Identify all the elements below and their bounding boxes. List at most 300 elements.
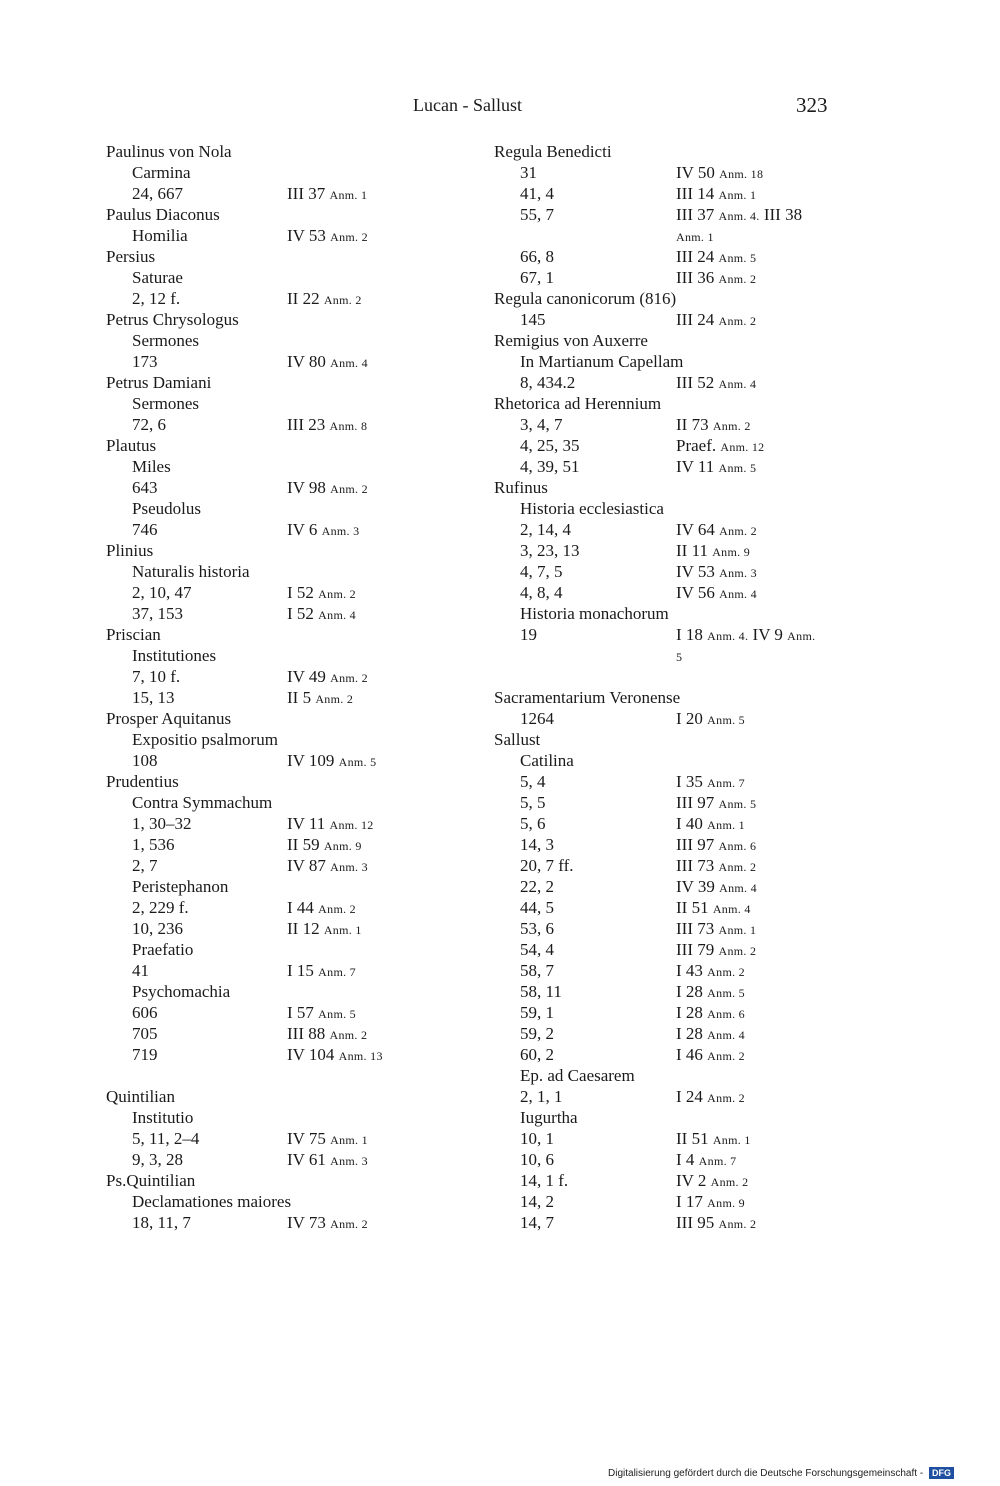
annotation-note: Anm. 4 (712, 902, 751, 916)
volume-page: III 79 (676, 940, 715, 959)
page-reference (676, 1023, 745, 1046)
page-reference (287, 666, 368, 689)
index-locus-row (494, 939, 839, 960)
page-reference (287, 834, 362, 857)
volume-page: IV 11 (676, 457, 715, 476)
locus: 7, 10 f. (132, 667, 181, 686)
annotation-note: Anm. 2 (710, 1175, 749, 1189)
index-locus-row (494, 204, 839, 225)
volume-page: I 28 (676, 1024, 703, 1043)
index-locus-row (494, 540, 839, 561)
index-locus-row (106, 582, 436, 603)
annotation-note: Anm. 3 (321, 524, 360, 538)
index-locus-row (106, 918, 436, 939)
annotation-note: Anm. 18 (719, 167, 764, 181)
page-reference (287, 918, 362, 941)
annotation-note: Anm. 2 (315, 692, 354, 706)
page-reference (676, 1212, 756, 1235)
index-work-row (494, 1065, 839, 1086)
index-locus-row (106, 834, 436, 855)
annotation-note: Anm. 2 (707, 965, 745, 979)
index-work-row (106, 393, 436, 414)
locus: 1264 (520, 709, 554, 728)
volume-page: IV 104 (287, 1045, 335, 1064)
volume-page: IV 56 (676, 583, 715, 602)
locus: 5, 11, 2–4 (132, 1129, 200, 1148)
page-reference (676, 267, 756, 290)
page-reference (676, 897, 751, 920)
page-reference (287, 813, 374, 836)
index-locus-row (106, 1149, 436, 1170)
index-locus-row (494, 456, 839, 477)
index-author-row (494, 330, 839, 351)
index-author-row (106, 372, 436, 393)
locus: 5, 5 (520, 793, 546, 812)
index-locus-row (494, 1191, 839, 1212)
index-author-row (106, 708, 436, 729)
work-title: Psychomachia (132, 982, 231, 1001)
annotation-note: Anm. 5 (338, 755, 377, 769)
locus: 59, 1 (520, 1003, 554, 1022)
locus: 5, 4 (520, 772, 546, 791)
locus: 14, 2 (520, 1192, 554, 1211)
page-reference (676, 435, 764, 458)
work-title: Ep. ad Caesarem (520, 1066, 635, 1085)
annotation-note: Anm. 3 (330, 1154, 368, 1168)
volume-page: III 52 (676, 373, 715, 392)
author-name: Paulinus von Nola (106, 142, 232, 161)
locus: 643 (132, 478, 158, 497)
locus: 2, 7 (132, 856, 158, 875)
work-title: Carmina (132, 163, 191, 182)
index-locus-row (494, 561, 839, 582)
index-locus-row (494, 813, 839, 834)
annotation-note: Anm. 12 (720, 440, 765, 454)
author-name: Plinius (106, 541, 154, 560)
page-reference (676, 582, 757, 605)
locus: 2, 14, 4 (520, 520, 571, 539)
volume-page: III 88 (287, 1024, 326, 1043)
volume-page: IV 64 (676, 520, 715, 539)
locus: 2, 1, 1 (520, 1087, 563, 1106)
index-work-row (494, 351, 839, 372)
index-author-row (106, 141, 436, 162)
page-reference (287, 897, 356, 920)
footer-text: Digitalisierung gefördert durch die Deutsche Forschungsgemeinschaft - (608, 1468, 924, 1479)
volume-page: III 24 (676, 310, 715, 329)
blank-row (106, 1065, 436, 1086)
annotation-note: Anm. 2 (718, 272, 757, 286)
work-title: Praefatio (132, 940, 194, 959)
page-reference (676, 1191, 745, 1214)
page-reference (676, 204, 802, 227)
annotation-note: Anm. 9 (712, 545, 751, 559)
locus: 20, 7 ff. (520, 856, 574, 875)
volume-page: III 73 (676, 919, 715, 938)
index-locus-row (494, 225, 839, 246)
index-locus-row (494, 708, 839, 729)
annotation-note: Anm. 1 (718, 923, 757, 937)
index-locus-row (494, 792, 839, 813)
index-author-row (494, 288, 839, 309)
locus: 67, 1 (520, 268, 554, 287)
annotation-note: Anm. 5 (707, 986, 745, 1000)
annotation-note: Anm. 13 (338, 1049, 383, 1063)
annotation-note: Anm. 1 (718, 188, 757, 202)
annotation-note: Anm. 5 (318, 1007, 356, 1021)
locus: 10, 236 (132, 919, 183, 938)
locus: 58, 11 (520, 982, 562, 1001)
page-reference (287, 519, 359, 542)
index-column-left (106, 141, 436, 1233)
locus: 14, 7 (520, 1213, 554, 1232)
volume-page: I 57 (287, 1003, 314, 1022)
author-name: Petrus Chrysologus (106, 310, 239, 329)
volume-page: I 35 (676, 772, 703, 791)
locus: 54, 4 (520, 940, 554, 959)
volume-page: I 20 (676, 709, 703, 728)
volume-page: III 24 (676, 247, 715, 266)
annotation-note: Anm. 1 (323, 923, 362, 937)
index-locus-row (494, 1128, 839, 1149)
index-locus-row (494, 834, 839, 855)
annotation-note: Anm. 2 (718, 860, 757, 874)
locus: 15, 13 (132, 688, 175, 707)
index-locus-row (494, 876, 839, 897)
annotation-note: Anm. 1 (707, 818, 745, 832)
author-name: Plautus (106, 436, 157, 455)
annotation-note: Anm. 7 (707, 776, 745, 790)
annotation-note: Anm. 1 (329, 188, 368, 202)
annotation-note: Anm. 2 (718, 1217, 757, 1231)
page-reference (676, 1149, 736, 1172)
annotation-note: Anm. 9 (323, 839, 362, 853)
annotation-note: Anm. 2 (330, 482, 368, 496)
index-locus-row (106, 960, 436, 981)
index-work-row (106, 225, 436, 246)
index-locus-row (106, 855, 436, 876)
annotation-note: Anm. 7 (318, 965, 356, 979)
index-locus-row (494, 1212, 839, 1233)
index-author-row (106, 1086, 436, 1107)
index-locus-row (494, 309, 839, 330)
annotation-note: Anm. 2 (329, 1028, 368, 1042)
volume-page: II 11 (676, 541, 708, 560)
page-reference (287, 960, 356, 983)
annotation-note: Anm. 4 (719, 881, 757, 895)
volume-page: II 59 (287, 835, 320, 854)
locus: 24, 667 (132, 184, 183, 203)
annotation-note: Anm. 2 (330, 1217, 368, 1231)
index-work-row (106, 498, 436, 519)
index-author-row (106, 204, 436, 225)
index-author-row (494, 141, 839, 162)
annotation-note: Anm. 2 (712, 419, 751, 433)
page-reference (287, 1149, 368, 1172)
volume-page: IV 61 (287, 1150, 326, 1169)
work-title: Peristephanon (132, 877, 229, 896)
index-locus-row (106, 750, 436, 771)
page-reference (287, 1002, 356, 1025)
volume-page: I 17 (676, 1192, 703, 1211)
locus: 10, 6 (520, 1150, 554, 1169)
volume-page: IV 80 (287, 352, 326, 371)
locus: 66, 8 (520, 247, 554, 266)
page-reference (676, 414, 751, 437)
locus: 2, 229 f. (132, 898, 189, 917)
index-work-row (106, 1191, 436, 1212)
work-title: Institutio (132, 1108, 194, 1127)
index-work-row (106, 162, 436, 183)
page-reference (676, 162, 763, 185)
index-locus-row (494, 855, 839, 876)
annotation-note: Anm. 2 (718, 944, 757, 958)
locus: 2, 12 f. (132, 289, 181, 308)
index-author-row (106, 435, 436, 456)
index-author-row (494, 687, 839, 708)
author-name: Petrus Damiani (106, 373, 212, 392)
index-locus-row (494, 1086, 839, 1107)
index-locus-row (494, 519, 839, 540)
locus: 22, 2 (520, 877, 554, 896)
work-title: Declamationes maiores (132, 1192, 292, 1211)
page-reference (676, 960, 745, 983)
annotation-note: Anm. 9 (707, 1196, 745, 1210)
volume-page: I 24 (676, 1087, 703, 1106)
locus: 44, 5 (520, 898, 554, 917)
page-reference (287, 477, 368, 500)
annotation-note: Anm. 5 (718, 461, 757, 475)
index-author-row (494, 477, 839, 498)
volume-page: IV 53 (287, 226, 326, 245)
index-locus-row (106, 351, 436, 372)
volume-page: IV 98 (287, 478, 326, 497)
page-reference (287, 687, 353, 710)
index-work-row (106, 981, 436, 1002)
page-reference (676, 519, 757, 542)
index-locus-row (494, 372, 839, 393)
locus: 705 (132, 1024, 158, 1043)
locus: 5, 6 (520, 814, 546, 833)
locus: 2, 10, 47 (132, 583, 192, 602)
index-locus-row (106, 603, 436, 624)
index-locus-row (106, 666, 436, 687)
index-locus-row (494, 267, 839, 288)
page-reference (287, 1023, 367, 1046)
locus: 746 (132, 520, 158, 539)
index-locus-row (494, 1170, 839, 1191)
volume-page: II 51 (676, 1129, 709, 1148)
locus: 1, 30–32 (132, 814, 192, 833)
volume-page: III 36 (676, 268, 715, 287)
index-author-row (494, 393, 839, 414)
annotation-note: Anm. 2 (718, 314, 757, 328)
locus: 3, 23, 13 (520, 541, 580, 560)
page-reference (287, 603, 356, 626)
index-locus-row (106, 1044, 436, 1065)
volume-page: IV 87 (287, 856, 326, 875)
annotation-note: Anm. 4 (330, 356, 368, 370)
index-locus-row (494, 960, 839, 981)
annotation-note: Anm. 5 (707, 713, 745, 727)
annotation-note: Anm. 8 (329, 419, 368, 433)
index-column-right (494, 141, 839, 1233)
locus: 145 (520, 310, 546, 329)
locus: 606 (132, 1003, 158, 1022)
page-reference (676, 246, 756, 269)
page-reference (676, 1002, 745, 1025)
volume-page: IV 75 (287, 1129, 326, 1148)
page-reference (676, 624, 815, 647)
annotation-note: Anm. 2 (330, 671, 368, 685)
work-title: Catilina (520, 751, 574, 770)
index-work-row (106, 792, 436, 813)
index-locus-row (494, 1044, 839, 1065)
index-author-row (106, 771, 436, 792)
volume-page: III 37 (287, 184, 326, 203)
work-title: Naturalis historia (132, 562, 250, 581)
annotation-note: Anm. 1 (330, 1133, 368, 1147)
work-title: Iugurtha (520, 1108, 578, 1127)
annotation-note: 5 (676, 650, 683, 664)
volume-page: IV 49 (287, 667, 326, 686)
index-locus-row (494, 645, 839, 666)
author-name: Priscian (106, 625, 161, 644)
volume-page: II 51 (676, 898, 709, 917)
index-work-row (106, 729, 436, 750)
annotation-note: Anm. 2 (707, 1091, 745, 1105)
index-work-row (106, 1107, 436, 1128)
index-work-row (106, 330, 436, 351)
annotation-note: Anm. 4 (718, 377, 757, 391)
locus: 9, 3, 28 (132, 1150, 183, 1169)
locus: 55, 7 (520, 205, 554, 224)
index-locus-row (494, 435, 839, 456)
locus: 19 (520, 625, 537, 644)
index-locus-row (494, 1002, 839, 1023)
page-reference (287, 225, 368, 248)
dfg-logo: DFG (929, 1467, 954, 1479)
index-locus-row (106, 288, 436, 309)
page-reference (676, 855, 756, 878)
index-work-row (494, 750, 839, 771)
volume-page: I 52 (287, 604, 314, 623)
locus: 14, 1 f. (520, 1171, 569, 1190)
index-work-row (494, 603, 839, 624)
page-reference (287, 288, 362, 311)
page-reference (287, 1044, 383, 1067)
annotation-note: Anm. 5 (718, 251, 757, 265)
annotation-note: Anm. 2 (318, 587, 356, 601)
page-reference (676, 309, 756, 332)
annotation-note: Anm. 1 (676, 230, 714, 244)
author-name: Rufinus (494, 478, 548, 497)
author-name: Quintilian (106, 1087, 175, 1106)
author-name: Paulus Diaconus (106, 205, 220, 224)
annotation-note: Anm. 6 (707, 1007, 745, 1021)
volume-page: II 73 (676, 415, 709, 434)
volume-page: II 12 (287, 919, 320, 938)
index-work-row (106, 876, 436, 897)
volume-page: I 44 (287, 898, 314, 917)
annotation-note: Anm. 6 (718, 839, 757, 853)
author-name: Regula Benedicti (494, 142, 612, 161)
author-name: Prosper Aquitanus (106, 709, 232, 728)
work-title: Sermones (132, 394, 200, 413)
author-name: Remigius von Auxerre (494, 331, 648, 350)
annotation-note: Anm. 5 (718, 797, 757, 811)
index-locus-row (494, 1149, 839, 1170)
locus: 108 (132, 751, 158, 770)
annotation-note: Anm. 1 (712, 1133, 751, 1147)
volume-page: II 5 (287, 688, 312, 707)
annotation-note: Anm. 4. (707, 629, 749, 643)
locus: 72, 6 (132, 415, 166, 434)
locus: 10, 1 (520, 1129, 554, 1148)
volume-page: I 40 (676, 814, 703, 833)
page-reference (676, 645, 682, 668)
locus: 4, 7, 5 (520, 562, 563, 581)
author-name: Sacramentarium Veronense (494, 688, 681, 707)
annotation-note: Anm. 4 (719, 587, 757, 601)
volume-page: Praef. (676, 436, 717, 455)
volume-page: I 43 (676, 961, 703, 980)
index-locus-row (494, 624, 839, 645)
annotation-note: Anm. 2 (330, 230, 368, 244)
page-reference (676, 1170, 748, 1193)
work-title: Historia ecclesiastica (520, 499, 664, 518)
locus: 4, 25, 35 (520, 436, 580, 455)
author-name: Prudentius (106, 772, 179, 791)
volume-page: IV 39 (676, 877, 715, 896)
index-locus-row (494, 981, 839, 1002)
volume-page: IV 2 (676, 1171, 707, 1190)
volume-page: III 97 (676, 793, 715, 812)
page-reference (676, 771, 745, 794)
annotation-note: Anm. 4 (318, 608, 356, 622)
annotation-note: Anm. 3 (330, 860, 368, 874)
index-locus-row (494, 246, 839, 267)
volume-page: III 14 (676, 184, 715, 203)
page-reference (676, 1086, 745, 1109)
annotation-note: Anm. 7 (698, 1154, 737, 1168)
index-work-row (494, 1107, 839, 1128)
index-locus-row (106, 183, 436, 204)
page-reference (676, 456, 756, 479)
locus: 41 (132, 961, 149, 980)
work-title: Expositio psalmorum (132, 730, 278, 749)
index-work-row (106, 561, 436, 582)
index-author-row (106, 246, 436, 267)
index-locus-row (106, 1002, 436, 1023)
volume-page: III 95 (676, 1213, 715, 1232)
footer-credit (608, 1466, 954, 1482)
locus: 173 (132, 352, 158, 371)
blank-row (494, 666, 839, 687)
index-work-row (494, 498, 839, 519)
volume-page: III 73 (676, 856, 715, 875)
author-name: Sallust (494, 730, 541, 749)
page-reference (287, 750, 376, 773)
volume-page: IV 50 (676, 163, 715, 182)
index-locus-row (494, 183, 839, 204)
locus: 59, 2 (520, 1024, 554, 1043)
volume-page: IV 73 (287, 1213, 326, 1232)
index-locus-row (106, 813, 436, 834)
work-title: Contra Symmachum (132, 793, 273, 812)
index-author-row (106, 540, 436, 561)
locus: 58, 7 (520, 961, 554, 980)
